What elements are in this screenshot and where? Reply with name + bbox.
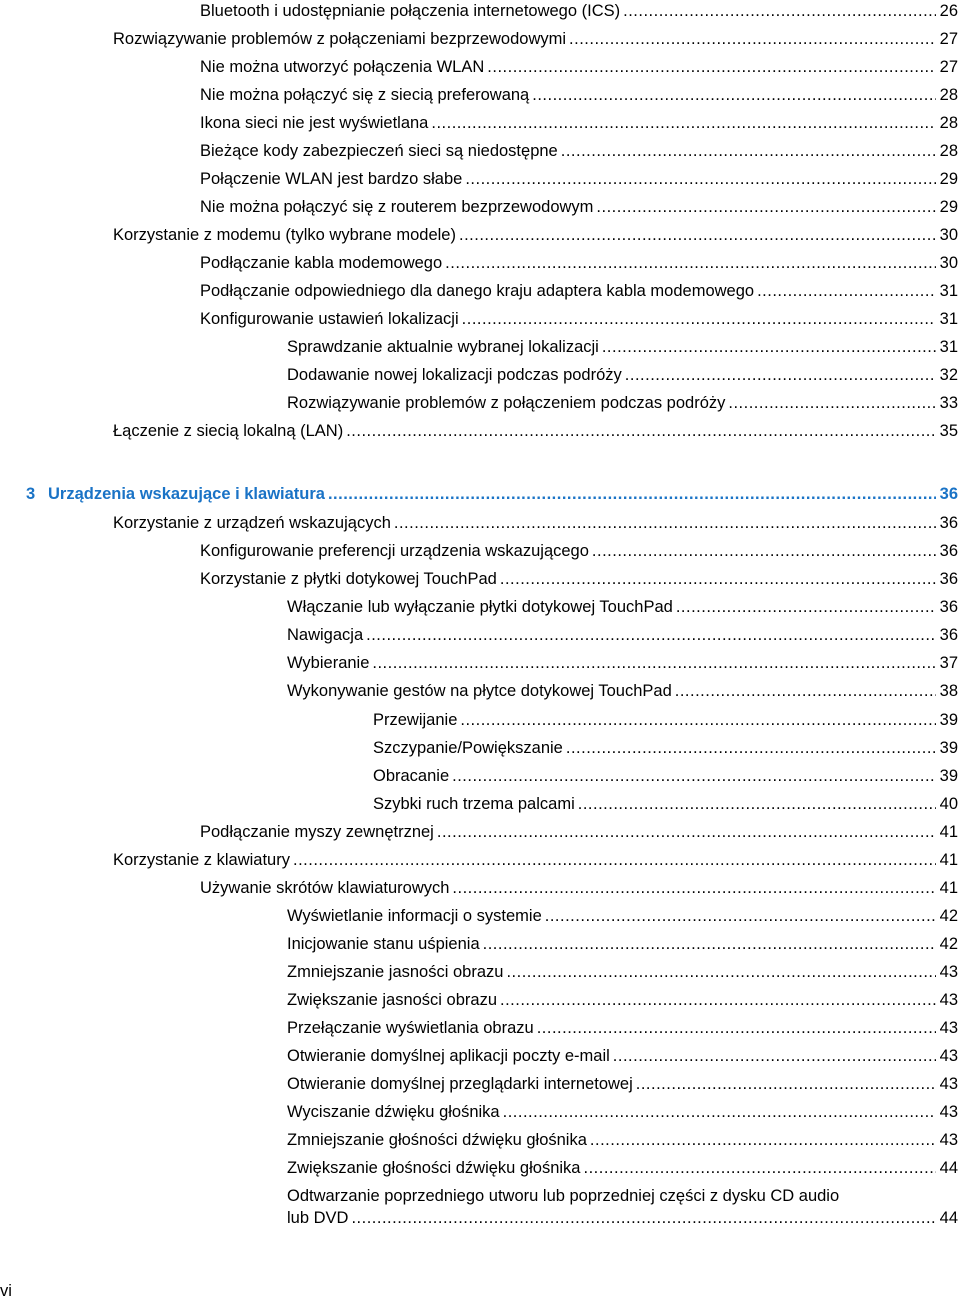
toc-entry[interactable] [200, 252, 958, 274]
toc-entry-title: Otwieranie domyślnej aplikacji poczty e-mail [287, 1047, 610, 1065]
toc-entry-page: 36 [939, 542, 958, 560]
toc-entry-title: Korzystanie z klawiatury [113, 851, 290, 869]
dot-leader [532, 84, 935, 106]
toc-entry-title: Urządzenia wskazujące i klawiatura [48, 485, 325, 503]
toc-entry-page: 35 [939, 422, 958, 440]
toc-chapter-entry[interactable] [26, 483, 958, 505]
toc-entry-title: Konfigurowanie preferencji urządzenia wskazującego [200, 542, 589, 560]
toc-entry-page: 43 [939, 1047, 958, 1065]
toc-entry[interactable] [113, 420, 958, 442]
toc-entry-page: 39 [939, 711, 958, 729]
page-number: vi [0, 1282, 12, 1300]
toc-entry-title: Korzystanie z urządzeń wskazujących [113, 514, 391, 532]
toc-entry[interactable] [113, 512, 958, 534]
toc-entry-title: Zwiększanie jasności obrazu [287, 991, 498, 1009]
dot-leader [728, 392, 935, 414]
toc-entry[interactable] [113, 28, 958, 50]
dot-leader [452, 877, 935, 899]
dot-leader [537, 1017, 936, 1039]
toc-entry-title: Odtwarzanie poprzedniego utworu lub poprzedniej części z dysku CD audio [287, 1187, 840, 1205]
dot-leader [636, 1073, 936, 1095]
toc-entry-page: 44 [939, 1159, 958, 1177]
dot-leader [500, 989, 936, 1011]
toc-entry-title: Podłączanie kabla modemowego [200, 254, 443, 272]
toc-entry-page: 27 [939, 58, 958, 76]
toc-entry-title: Obracanie [373, 767, 450, 785]
toc-entry-page: 31 [939, 310, 958, 328]
toc-entry-page: 30 [939, 254, 958, 272]
toc-entry-title: Bluetooth i udostępnianie połączenia internetowego (ICS) [200, 2, 621, 20]
toc-entry[interactable] [287, 364, 958, 386]
toc-entry-page: 44 [939, 1209, 958, 1227]
toc-entry-page: 31 [939, 282, 958, 300]
dot-leader [372, 652, 935, 674]
toc-entry-page: 43 [939, 991, 958, 1009]
toc-entry-title: Szczypanie/Powiększanie [373, 739, 563, 757]
dot-leader [613, 1045, 936, 1067]
toc-entry-page: 33 [939, 394, 958, 412]
toc-entry[interactable] [287, 336, 958, 358]
dot-leader [462, 308, 936, 330]
toc-entry-title: Szybki ruch trzema palcami [373, 795, 575, 813]
dot-leader [459, 224, 936, 246]
toc-entry[interactable] [287, 989, 958, 1011]
toc-entry-page: 36 [939, 570, 958, 588]
dot-leader [583, 1157, 935, 1179]
toc-entry-title: Inicjowanie stanu uśpienia [287, 935, 480, 953]
dot-leader [590, 1129, 936, 1151]
toc-entry[interactable] [200, 84, 958, 106]
toc-entry-title: Dodawanie nowej lokalizacji podczas podróży [287, 366, 622, 384]
toc-entry[interactable] [200, 280, 958, 302]
dot-leader [578, 793, 936, 815]
toc-entry-page: 36 [939, 626, 958, 644]
toc-entry[interactable] [287, 961, 958, 983]
dot-leader [592, 540, 936, 562]
toc-entry-page: 43 [939, 1019, 958, 1037]
toc-entry[interactable] [200, 168, 958, 190]
dot-leader [293, 849, 936, 871]
dot-leader [431, 112, 935, 134]
dot-leader [675, 680, 936, 702]
toc-entry[interactable] [200, 56, 958, 78]
toc-entry-title-continuation: lub DVD [287, 1209, 349, 1227]
toc-entry-title: Nie można utworzyć połączenia WLAN [200, 58, 485, 76]
dot-leader [445, 252, 935, 274]
toc-entry-title: Korzystanie z płytki dotykowej TouchPad [200, 570, 497, 588]
dot-leader [566, 737, 936, 759]
toc-entry-page: 41 [939, 851, 958, 869]
toc-entry-title: Łączenie z siecią lokalną (LAN) [113, 422, 344, 440]
toc-entry-title: Bieżące kody zabezpieczeń sieci są niedostępne [200, 142, 558, 160]
dot-leader [602, 336, 936, 358]
toc-entry-title: Przewijanie [373, 711, 458, 729]
toc-entry-page: 41 [939, 823, 958, 841]
toc-entry-title: Włączanie lub wyłączanie płytki dotykowej TouchPad [287, 598, 673, 616]
toc-entry-title: Podłączanie myszy zewnętrznej [200, 823, 434, 841]
toc-entry-page: 41 [939, 879, 958, 897]
toc-entry-page: 36 [939, 598, 958, 616]
toc-entry-title: Wybieranie [287, 654, 370, 672]
toc-entry[interactable] [200, 540, 958, 562]
toc-entry-page: 32 [939, 366, 958, 384]
dot-leader [561, 140, 936, 162]
toc-entry[interactable] [200, 112, 958, 134]
toc-entry-title: Rozwiązywanie problemów z połączeniem podczas podróży [287, 394, 726, 412]
toc-entry-page: 37 [939, 654, 958, 672]
toc-entry-title: Konfigurowanie ustawień lokalizacji [200, 310, 459, 328]
toc-entry-page: 28 [939, 142, 958, 160]
toc-entry-title: Zmniejszanie jasności obrazu [287, 963, 504, 981]
toc-entry-title: Rozwiązywanie problemów z połączeniami bezprzewodowymi [113, 30, 567, 48]
toc-entry[interactable] [113, 224, 958, 246]
toc-entry-page: 29 [939, 198, 958, 216]
toc-entry-title: Używanie skrótów klawiaturowych [200, 879, 450, 897]
toc-entry[interactable] [200, 140, 958, 162]
toc-entry[interactable] [287, 596, 958, 618]
toc-entry-title: Wyświetlanie informacji o systemie [287, 907, 542, 925]
toc-entry[interactable] [287, 1073, 958, 1095]
toc-entry[interactable] [287, 1157, 958, 1179]
toc-entry-page: 28 [939, 114, 958, 132]
toc-entry-page: 39 [939, 767, 958, 785]
dot-leader [569, 28, 936, 50]
toc-entry[interactable] [287, 1045, 958, 1067]
toc-entry-page: 40 [939, 795, 958, 813]
toc-entry-page: 36 [939, 514, 958, 532]
dot-leader [676, 596, 936, 618]
toc-entry[interactable] [287, 1129, 958, 1151]
toc-entry[interactable] [200, 308, 958, 330]
dot-leader [460, 709, 935, 731]
toc-entry-page: 31 [939, 338, 958, 356]
toc-entry-page: 43 [939, 963, 958, 981]
toc-entry-page: 43 [939, 1103, 958, 1121]
toc-entry[interactable] [373, 737, 958, 759]
dot-leader [757, 280, 936, 302]
toc-entry-page: 43 [939, 1075, 958, 1093]
toc-entry[interactable] [287, 1017, 958, 1039]
toc-entry-title: Ikona sieci nie jest wyświetlana [200, 114, 429, 132]
toc-entry-page: 36 [939, 485, 958, 503]
toc-entry[interactable] [287, 392, 958, 414]
toc-entry-title: Otwieranie domyślnej przeglądarki internetowej [287, 1075, 633, 1093]
dot-leader [366, 624, 936, 646]
toc-entry-page: 39 [939, 739, 958, 757]
toc-entry[interactable] [287, 624, 958, 646]
toc-entry-title: Korzystanie z modemu (tylko wybrane modele) [113, 226, 456, 244]
toc-entry[interactable] [373, 709, 958, 731]
toc-entry[interactable] [287, 1101, 958, 1123]
toc-entry[interactable] [373, 765, 958, 787]
dot-leader [506, 961, 935, 983]
toc-entry-title: Nie można połączyć się z siecią preferowaną [200, 86, 530, 104]
dot-leader [452, 765, 936, 787]
dot-leader [465, 168, 935, 190]
toc-entry[interactable] [200, 821, 958, 843]
toc-entry[interactable] [113, 849, 958, 871]
toc-entry-title: Połączenie WLAN jest bardzo słabe [200, 170, 463, 188]
toc-entry-title: Przełączanie wyświetlania obrazu [287, 1019, 534, 1037]
dot-leader [346, 420, 935, 442]
toc-entry-title: Zmniejszanie głośności dźwięku głośnika [287, 1131, 587, 1149]
toc-entry-page: 26 [939, 2, 958, 20]
dot-leader [500, 568, 936, 590]
toc-entry-title: Wykonywanie gestów na płytce dotykowej TouchPad [287, 682, 672, 700]
toc-entry[interactable] [287, 1185, 958, 1229]
toc-entry[interactable] [287, 680, 958, 702]
toc-entry-page: 42 [939, 907, 958, 925]
toc-entry[interactable] [200, 196, 958, 218]
toc-entry-title: Zwiększanie głośności dźwięku głośnika [287, 1159, 581, 1177]
toc-entry-title: Nawigacja [287, 626, 364, 644]
toc-entry[interactable] [200, 0, 958, 22]
dot-leader [487, 56, 935, 78]
toc-entry[interactable] [200, 877, 958, 899]
toc-entry[interactable] [287, 933, 958, 955]
toc-entry[interactable] [373, 793, 958, 815]
dot-leader [625, 364, 936, 386]
toc-entry[interactable] [200, 568, 958, 590]
toc-entry-page: 30 [939, 226, 958, 244]
dot-leader [623, 0, 936, 22]
toc-entry-page: 28 [939, 86, 958, 104]
toc-entry-title: Sprawdzanie aktualnie wybranej lokalizacji [287, 338, 599, 356]
toc-entry[interactable] [287, 905, 958, 927]
dot-leader [351, 1207, 935, 1229]
toc-entry-page: 29 [939, 170, 958, 188]
toc-entry-title: Nie można połączyć się z routerem bezprzewodowym [200, 198, 594, 216]
toc-entry-page: 42 [939, 935, 958, 953]
dot-leader [483, 933, 936, 955]
dot-leader [503, 1101, 936, 1123]
dot-leader [545, 905, 936, 927]
toc-entry-page: 27 [939, 30, 958, 48]
toc-entry[interactable] [287, 652, 958, 674]
toc-entry-page: 38 [939, 682, 958, 700]
toc-entry-title: Wyciszanie dźwięku głośnika [287, 1103, 500, 1121]
dot-leader [328, 483, 936, 505]
toc-entry-page: 43 [939, 1131, 958, 1149]
toc-entry-title: Podłączanie odpowiedniego dla danego kraju adaptera kabla modemowego [200, 282, 755, 300]
dot-leader [596, 196, 935, 218]
dot-leader [394, 512, 936, 534]
dot-leader [437, 821, 936, 843]
chapter-number: 3 [26, 485, 36, 503]
